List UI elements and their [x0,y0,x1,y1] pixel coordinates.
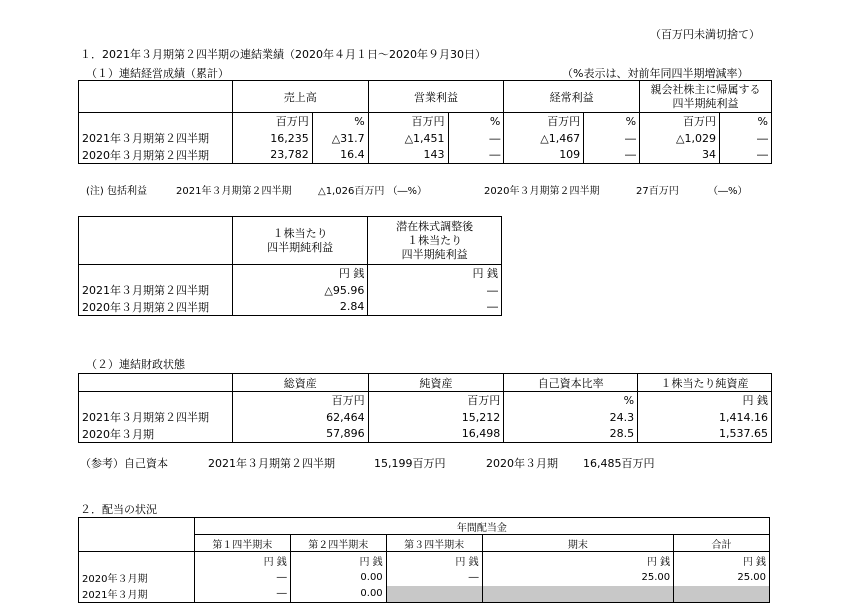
net-income-pct: ― [719,130,771,147]
equity-ratio-value: 28.5 [504,426,638,443]
reference-period1: 2021年３月期第２四半期 [208,457,335,470]
operating-income-pct: ― [448,130,504,147]
operating-income-value: 143 [368,147,448,164]
section2-title: ２．配当の状況 [80,503,157,516]
header-annual-dividend: 年間配当金 [194,518,769,535]
q3-dividend: ― [386,569,482,586]
unit-yen: 円 銭 [638,392,772,409]
bps-value: 1,414.16 [638,409,772,426]
row-label: 2021年３月期第２四半期 [79,282,233,299]
ordinary-income-value: 109 [504,147,584,164]
operating-income-pct: ― [448,147,504,164]
unit-row-label [79,265,233,282]
unit-million: 百万円 [232,392,368,409]
header-diluted-line3: 四半期純利益 [401,247,468,261]
unit-million: 百万円 [640,113,720,130]
header-diluted-line1: 潜在株式調整後 [396,219,474,233]
total-assets-value: 62,464 [232,409,368,426]
unit-row-label [79,392,233,409]
dividends-table [78,517,770,603]
unit-row-label [79,113,233,130]
eps-value: △95.96 [232,282,368,299]
row-label: 2021年３月期第２四半期 [79,409,233,426]
sales-value: 16,235 [232,130,312,147]
header-diluted-line2: １株当たり [407,233,463,247]
q1-dividend: ― [194,586,290,603]
row-label: 2021年３月期第２四半期 [79,130,233,147]
reference-value2: 16,485百万円 [583,457,655,470]
unit-row-label [79,552,195,569]
header-q1-end: 第１四半期末 [194,535,290,552]
unit-pct: % [719,113,771,130]
operating-income-value: △1,451 [368,130,448,147]
header-sales: 売上高 [232,81,368,113]
comprehensive-income-period2: 2020年３月期第２四半期 [484,186,600,197]
ordinary-income-value: △1,467 [504,130,584,147]
subsection2-title: （２）連結財政状態 [86,358,185,371]
header-diluted-eps [368,217,502,265]
operating-results-table [78,80,772,164]
unit-million: 百万円 [504,113,584,130]
unit-pct: % [312,113,368,130]
comprehensive-income-pct2: （―%） [708,186,748,197]
unit-yen: 円 銭 [368,265,502,282]
header-blank [79,217,233,265]
header-operating-income: 営業利益 [368,81,504,113]
header-blank [79,81,233,113]
year-end-dividend: 25.00 [482,569,674,586]
row-label: 2020年３月期 [79,426,233,443]
header-bps: １株当たり純資産 [638,374,772,392]
comprehensive-income-period1: 2021年３月期第２四半期 [176,186,292,197]
bps-value: 1,537.65 [638,426,772,443]
subsection1-title: （１）連結経営成績（累計） [86,67,229,80]
net-assets-value: 16,498 [368,426,504,443]
unit-yen: 円 銭 [674,552,770,569]
net-income-value: 34 [640,147,720,164]
unit-million: 百万円 [368,113,448,130]
comprehensive-income-value1: △1,026百万円 （―%） [318,186,427,197]
unit-million: 百万円 [368,392,504,409]
unit-yen: 円 銭 [290,552,386,569]
header-total-assets: 総資産 [232,374,368,392]
row-label: 2020年３月期第２四半期 [79,299,233,316]
unit-pct: % [584,113,640,130]
diluted-eps-value: ― [368,299,502,316]
net-income-value: △1,029 [640,130,720,147]
ordinary-income-pct: ― [584,130,640,147]
header-q3-end: 第３四半期末 [386,535,482,552]
header-total: 合計 [674,535,770,552]
header-q2-end: 第２四半期末 [290,535,386,552]
comprehensive-income-label: (注) 包括利益 [86,186,147,197]
per-share-table [78,216,502,316]
q1-dividend: ― [194,569,290,586]
sales-value: 23,782 [232,147,312,164]
unit-yen: 円 銭 [386,552,482,569]
header-eps [232,217,368,265]
q2-dividend: 0.00 [290,569,386,586]
comprehensive-income-value2: 27百万円 [636,186,679,197]
reference-period2: 2020年３月期 [486,457,558,470]
reference-value1: 15,199百万円 [374,457,446,470]
header-net-income-line2: 四半期純利益 [672,96,739,110]
section1-title: １．2021年３月期第２四半期の連結業績（2020年４月１日～2020年９月30日） [80,48,486,61]
header-equity-ratio: 自己資本比率 [504,374,638,392]
unit-pct: % [504,392,638,409]
eps-value: 2.84 [232,299,368,316]
header-blank [79,374,233,392]
header-year-end: 期末 [482,535,674,552]
row-label: 2020年３月期 [79,569,195,586]
unit-yen: 円 銭 [232,265,368,282]
unit-yen: 円 銭 [194,552,290,569]
total-assets-value: 57,896 [232,426,368,443]
unit-note: （百万円未満切捨て） [650,28,760,41]
header-net-income [640,81,772,113]
financial-position-table [78,373,772,443]
row-label: 2021年３月期 [79,586,195,603]
unit-yen: 円 銭 [482,552,674,569]
header-blank [79,518,195,552]
unit-million: 百万円 [232,113,312,130]
total-dividend: 25.00 [674,569,770,586]
reference-label: （参考）自己資本 [80,457,168,470]
q2-dividend: 0.00 [290,586,386,603]
subsection1-note: （%表示は、対前年同四半期増減率） [562,67,749,80]
net-income-pct: ― [719,147,771,164]
equity-ratio-value: 24.3 [504,409,638,426]
diluted-eps-value: ― [368,282,502,299]
header-eps-line1: １株当たり [272,226,328,240]
ordinary-income-pct: ― [584,147,640,164]
header-eps-line2: 四半期純利益 [267,240,334,254]
header-net-assets: 純資産 [368,374,504,392]
unit-pct: % [448,113,504,130]
net-assets-value: 15,212 [368,409,504,426]
header-ordinary-income: 経常利益 [504,81,640,113]
header-net-income-line1: 親会社株主に帰属する [650,82,761,96]
row-label: 2020年３月期第２四半期 [79,147,233,164]
sales-pct: 16.4 [312,147,368,164]
sales-pct: △31.7 [312,130,368,147]
